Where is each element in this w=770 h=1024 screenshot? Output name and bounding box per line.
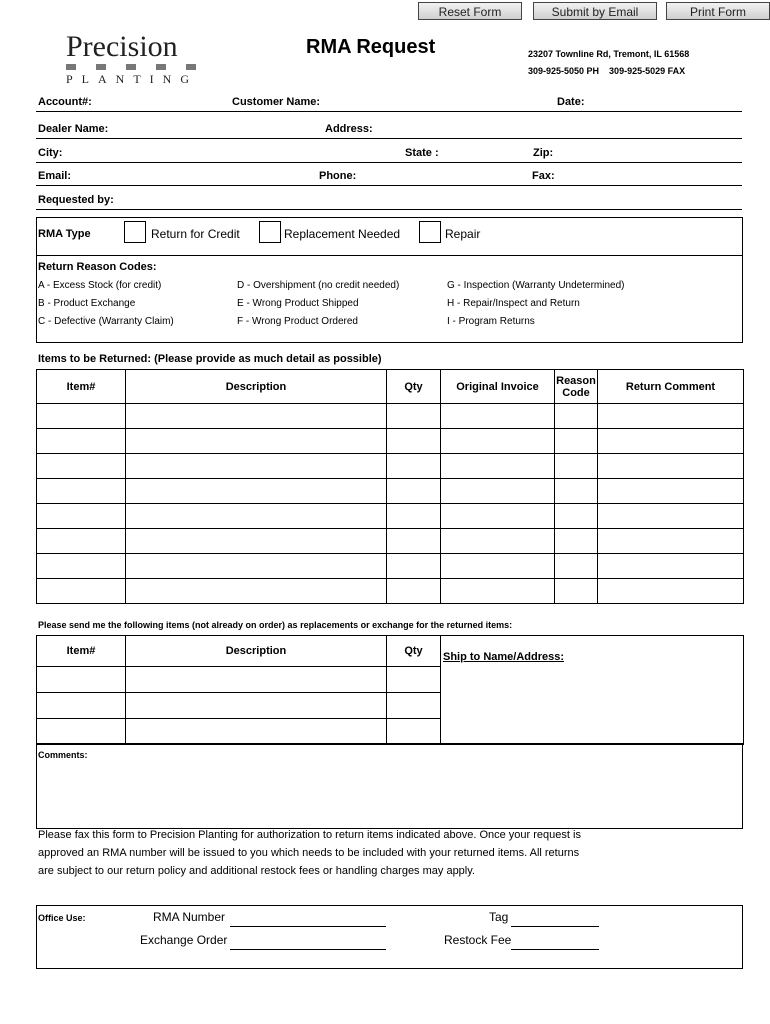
return-description-cell[interactable] [126,404,387,429]
ship-to-address-field[interactable] [441,636,744,745]
return-comment-cell[interactable] [598,579,744,604]
divider [36,138,742,139]
return-reason-code-cell[interactable] [555,554,598,579]
return-qty-cell[interactable] [387,429,441,454]
account-label: Account#: [38,96,92,108]
return-description-cell[interactable] [126,579,387,604]
code-label: Code [562,386,590,399]
exchange-order-field[interactable] [230,949,386,950]
tag-field[interactable] [511,926,599,927]
instructions-line: Please fax this form to Precision Planting for authorization to return items indicated above. Once your request is [38,829,581,841]
submit-by-email-button[interactable]: Submit by Email [533,2,657,20]
table-row [37,404,744,429]
replacement-header-item: Item# [37,636,126,667]
returns-header-comment: Return Comment [598,370,744,404]
replacement-header-description: Description [126,636,387,667]
reason-code-item: D - Overshipment (no credit needed) [237,280,400,291]
print-form-button[interactable]: Print Form [666,2,770,20]
replacement-needed-checkbox[interactable] [259,221,281,243]
return-reason-code-cell[interactable] [555,479,598,504]
divider [36,111,742,112]
return-invoice-cell[interactable] [441,579,555,604]
replacement-item-cell[interactable] [37,719,126,745]
return-item-cell[interactable] [37,454,126,479]
returns-table [36,369,744,604]
return-qty-cell[interactable] [387,479,441,504]
return-invoice-cell[interactable] [441,404,555,429]
table-row [37,479,744,504]
return-qty-cell[interactable] [387,454,441,479]
return-for-credit-label: Return for Credit [151,227,240,241]
returns-header-qty: Qty [387,370,441,404]
returns-header-description: Description [126,370,387,404]
returns-header-item: Item# [37,370,126,404]
customer-name-label: Customer Name: [232,96,321,108]
rma-number-field[interactable] [230,926,386,927]
restock-fee-label: Restock Fee [444,933,512,947]
company-address: 23207 Townline Rd, Tremont, IL 61568 [528,49,690,59]
reason-label: Reason [556,374,596,387]
comments-label: Comments: [38,750,88,760]
return-comment-cell[interactable] [598,479,744,504]
return-reason-code-cell[interactable] [555,579,598,604]
returns-header-reason-code [555,370,598,404]
address-label: Address: [325,123,373,135]
office-use-label: Office Use: [38,913,86,923]
requested-by-label: Requested by: [38,194,114,206]
replacement-qty-cell[interactable] [387,667,441,693]
reason-code-item: H - Repair/Inspect and Return [447,298,580,309]
reason-code-item: G - Inspection (Warranty Undetermined) [447,280,625,291]
reason-code-item: E - Wrong Product Shipped [237,298,359,309]
replacement-description-cell[interactable] [126,667,387,693]
replacement-description-cell[interactable] [126,719,387,745]
reason-code-item: I - Program Returns [447,316,535,327]
reason-codes-title: Return Reason Codes: [38,261,157,273]
return-reason-code-cell[interactable] [555,429,598,454]
return-item-cell[interactable] [37,404,126,429]
return-comment-cell[interactable] [598,529,744,554]
table-row [37,529,744,554]
return-comment-cell[interactable] [598,429,744,454]
phone-label: Phone: [319,170,357,182]
email-label: Email: [38,170,72,182]
return-comment-cell[interactable] [598,454,744,479]
return-invoice-cell[interactable] [441,429,555,454]
company-logo [66,32,201,87]
return-qty-cell[interactable] [387,529,441,554]
logo-subtitle: PLANTING [66,72,198,86]
return-item-cell[interactable] [37,529,126,554]
return-invoice-cell[interactable] [441,554,555,579]
zip-label: Zip: [533,147,554,159]
return-comment-cell[interactable] [598,504,744,529]
return-item-cell[interactable] [37,429,126,454]
return-qty-cell[interactable] [387,579,441,604]
replacement-header-qty: Qty [387,636,441,667]
logo-wordmark: Precision [66,30,178,63]
return-qty-cell[interactable] [387,504,441,529]
instructions-line: are subject to our return policy and additional restock fees or handling charges may apply. [38,865,475,877]
return-description-cell[interactable] [126,529,387,554]
repair-checkbox[interactable] [419,221,441,243]
fax-label: Fax: [532,170,555,182]
dealer-name-label: Dealer Name: [38,123,109,135]
ship-to-label: Ship to Name/Address: [443,651,565,663]
exchange-order-label: Exchange Order [140,933,228,947]
instructions-line: approved an RMA number will be issued to you which needs to be included with your returned items. All returns [38,847,580,859]
table-row [37,454,744,479]
tag-label: Tag [489,910,509,924]
return-reason-code-cell[interactable] [555,529,598,554]
return-comment-cell[interactable] [598,404,744,429]
return-comment-cell[interactable] [598,554,744,579]
replacement-description-cell[interactable] [126,693,387,719]
comments-field[interactable] [36,743,743,829]
divider [36,209,742,210]
return-description-cell[interactable] [126,504,387,529]
reset-form-button[interactable]: Reset Form [418,2,522,20]
return-for-credit-checkbox[interactable] [124,221,146,243]
table-row [37,429,744,454]
table-row [37,554,744,579]
replacement-item-cell[interactable] [37,667,126,693]
repair-label: Repair [445,227,481,241]
return-reason-code-cell[interactable] [555,454,598,479]
reason-code-item: A - Excess Stock (for credit) [38,280,162,291]
divider [36,162,742,163]
return-reason-code-cell[interactable] [555,404,598,429]
restock-fee-field[interactable] [511,949,599,950]
company-phone-fax: 309-925-5050 PH 309-925-5029 FAX [528,66,686,76]
divider [36,185,742,186]
reason-code-item: B - Product Exchange [38,298,136,309]
reason-code-item: C - Defective (Warranty Claim) [38,316,174,327]
rma-type-label: RMA Type [38,228,91,240]
return-description-cell[interactable] [126,554,387,579]
return-description-cell[interactable] [126,429,387,454]
return-item-cell[interactable] [37,579,126,604]
replacements-section-title: Please send me the following items (not already on order) as replacements or exchange for the returned items: [38,620,513,630]
city-label: City: [38,147,63,159]
return-qty-cell[interactable] [387,554,441,579]
returns-header-invoice: Original Invoice [441,370,555,404]
logo-stripe [66,64,201,70]
replacement-item-cell[interactable] [37,693,126,719]
divider [36,255,743,256]
return-reason-code-cell[interactable] [555,504,598,529]
return-description-cell[interactable] [126,454,387,479]
return-item-cell[interactable] [37,554,126,579]
return-invoice-cell[interactable] [441,479,555,504]
replacement-qty-cell[interactable] [387,719,441,745]
return-invoice-cell[interactable] [441,454,555,479]
replacement-needed-label: Replacement Needed [284,227,401,241]
return-description-cell[interactable] [126,479,387,504]
date-label: Date: [557,96,585,108]
returns-section-title: Items to be Returned: (Please provide as much detail as possible) [38,353,382,365]
reason-code-item: F - Wrong Product Ordered [237,316,358,327]
table-row [37,504,744,529]
state-label: State : [405,147,439,159]
return-qty-cell[interactable] [387,404,441,429]
table-row [37,579,744,604]
rma-number-label: RMA Number [153,910,226,924]
return-item-cell[interactable] [37,479,126,504]
page-title: RMA Request [306,36,436,58]
replacements-table [36,635,744,745]
return-invoice-cell[interactable] [441,529,555,554]
return-invoice-cell[interactable] [441,504,555,529]
replacement-qty-cell[interactable] [387,693,441,719]
return-item-cell[interactable] [37,504,126,529]
